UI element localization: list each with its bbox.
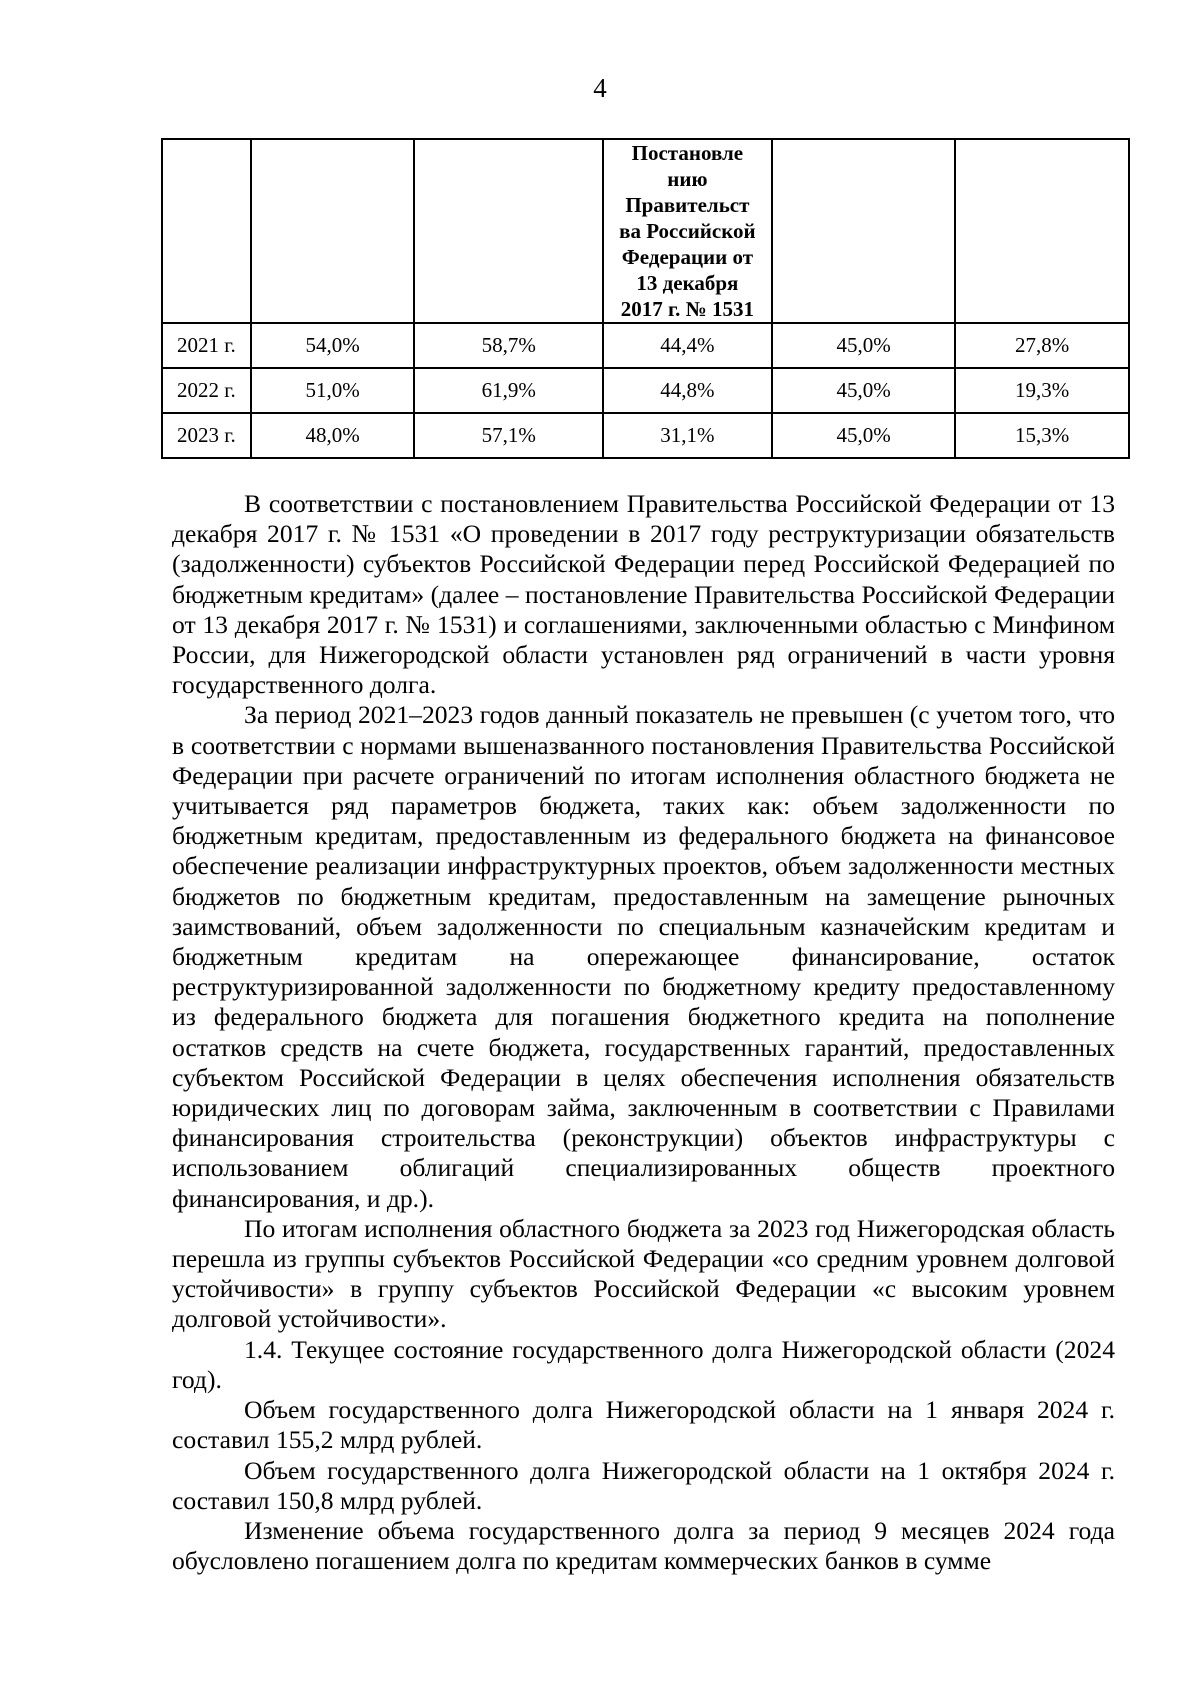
- header-cell-resolution: [603, 139, 772, 323]
- table-row: [162, 413, 1129, 458]
- table-row: [162, 323, 1129, 368]
- page-number: 4: [593, 73, 607, 103]
- header-cell: [251, 139, 415, 323]
- header-resolution-text: Постановле нию Правительст ва Российской Федерации от 13 декабря 2017 г. № 1531: [619, 141, 756, 321]
- document-body: [172, 489, 1115, 1576]
- value-cell: 58,7%: [414, 323, 603, 368]
- header-cell: [955, 139, 1129, 323]
- value-cell: 57,1%: [414, 413, 603, 458]
- value-cell: 45,0%: [772, 323, 956, 368]
- year-cell: 2023 г.: [162, 413, 251, 458]
- header-cell: [772, 139, 956, 323]
- value-cell: 27,8%: [955, 323, 1129, 368]
- value-cell: 45,0%: [772, 413, 956, 458]
- header-cell: [162, 139, 251, 323]
- debt-ratio-table: [161, 138, 1130, 459]
- paragraph-indicator-not-exceeded: За период 2021–2023 годов данный показатель не превышен (с учетом того, что в соответствии с нормами вышеназванного постановления Правительства Российской Федерации при расчете ограничений по итогам исполнения областного бюджета не учитывается ряд параметров бюджета, таких как: объем задолженности по бюджетным кредитам, предоставленным из федерального бюджета на финансовое обеспечение реализации инфраструктурных проектов, объем задолженности местных бюджетов по бюджетным кредитам, предоставленным на замещение рыночных заимствований, объем задолженности по специальным казначейским кредитам и бюджетным кредитам на опережающее финансирование, остаток реструктуризированной задолженности по бюджетному кредиту предоставленному из федерального бюджета для погашения бюджетного кредита на пополнение остатков средств на счете бюджета, государственных гарантий, предоставленных субъектом Российской Федерации в целях обеспечения исполнения обязательств юридических лиц по договорам займа, заключенным в соответствии с Правилами финансирования строительства (реконструкции) объектов инфраструктуры с использованием облигаций специализированных обществ проектного финансирования, и др.).: [172, 700, 1115, 1213]
- value-cell: 31,1%: [603, 413, 772, 458]
- table-row: [162, 368, 1129, 413]
- value-cell: 54,0%: [251, 323, 415, 368]
- section-heading-1-4: 1.4. Текущее состояние государственного долга Нижегородской области (2024 год).: [172, 1334, 1115, 1394]
- value-cell: 15,3%: [955, 413, 1129, 458]
- value-cell: 48,0%: [251, 413, 415, 458]
- paragraph-debt-jan-2024: Объем государственного долга Нижегородской области на 1 января 2024 г. составил 155,2 млрд рублей.: [172, 1395, 1115, 1455]
- year-cell: 2022 г.: [162, 368, 251, 413]
- header-cell: [414, 139, 603, 323]
- paragraph-resolution-1531: В соответствии с постановлением Правительства Российской Федерации от 13 декабря 2017 г. № 1531 «О проведении в 2017 году реструктуризации обязательств (задолженности) субъектов Российской Федерации перед Российской Федерацией по бюджетным кредитам» (далее – постановление Правительства Российской Федерации от 13 декабря 2017 г. № 1531) и соглашениями, заключенными областью с Минфином России, для Нижегородской области установлен ряд ограничений в части уровня государственного долга.: [172, 489, 1115, 700]
- paragraph-debt-change: Изменение объема государственного долга за период 9 месяцев 2024 года обусловлено погашением долга по кредитам коммерческих банков в сумме: [172, 1515, 1115, 1576]
- paragraph-debt-oct-2024: Объем государственного долга Нижегородской области на 1 октября 2024 г. составил 150,8 млрд рублей.: [172, 1455, 1115, 1515]
- value-cell: 44,4%: [603, 323, 772, 368]
- value-cell: 51,0%: [251, 368, 415, 413]
- value-cell: 19,3%: [955, 368, 1129, 413]
- table-header-row: [162, 139, 1129, 323]
- paragraph-debt-sustainability-group: По итогам исполнения областного бюджета за 2023 год Нижегородская область перешла из группы субъектов Российской Федерации «со средним уровнем долговой устойчивости» в группу субъектов Российской Федерации «с высоким уровнем долговой устойчивости».: [172, 1213, 1115, 1334]
- value-cell: 44,8%: [603, 368, 772, 413]
- value-cell: 45,0%: [772, 368, 956, 413]
- value-cell: 61,9%: [414, 368, 603, 413]
- year-cell: 2021 г.: [162, 323, 251, 368]
